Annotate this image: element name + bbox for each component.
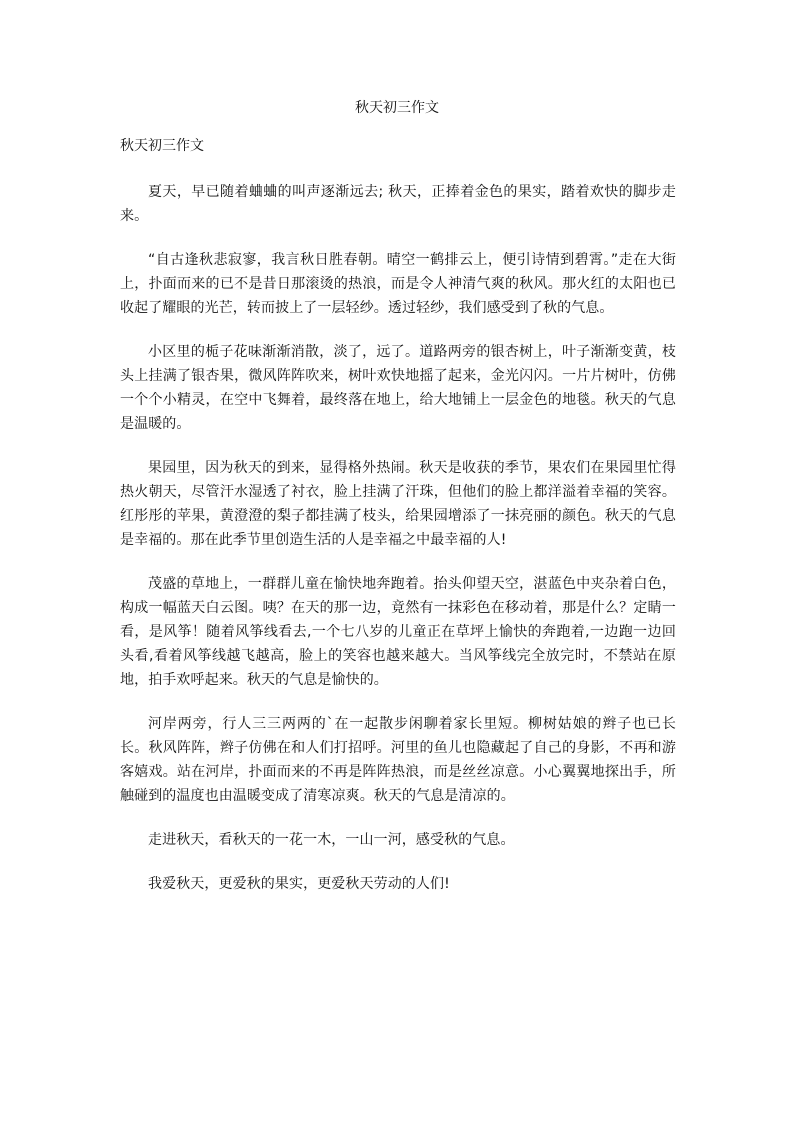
essay-paragraph: “自古逢秋悲寂寥，我言秋日胜春朝。晴空一鹤排云上，便引诗情到碧霄。”走在大街上，扑面而来的已不是昔日那滚烫的热浪，而是令人神清气爽的秋风。那火红的太阳也已收起了耀眼的光芒，转而披上了一层轻纱。透过轻纱，我们感受到了秋的气息。 [120,252,676,316]
essay-body [120,180,676,916]
essay-paragraph: 果园里，因为秋天的到来，显得格外热闹。秋天是收获的季节，果农们在果园里忙得热火朝天，尽管汗水湿透了衬衣，脸上挂满了汗珠，但他们的脸上都洋溢着幸福的笑容。红彤彤的苹果，黄澄澄的梨子都挂满了枝头，给果园增添了一抹亮丽的颜色。秋天的气息是幸福的。那在此季节里创造生活的人是幸福之中最幸福的人! [120,460,676,548]
document-subtitle: 秋天初三作文 [120,138,204,154]
essay-paragraph: 小区里的栀子花味渐渐消散，淡了，远了。道路两旁的银杏树上，叶子渐渐变黄，枝头上挂满了银杏果，微风阵阵吹来，树叶欢快地摇了起来，金光闪闪。一片片树叶，仿佛一个个小精灵，在空中飞舞着，最终落在地上，给大地铺上一层金色的地毯。秋天的气息是温暖的。 [120,344,676,432]
essay-paragraph: 夏天，早已随着蛐蛐的叫声逐渐远去; 秋天，正捧着金色的果实，踏着欢快的脚步走来。 [120,184,676,224]
essay-paragraph: 河岸两旁，行人三三两两的`在一起散步闲聊着家长里短。柳树姑娘的辫子也已长长。秋风阵阵，辫子仿佛在和人们打招呼。河里的鱼儿也隐藏起了自己的身影，不再和游客嬉戏。站在河岸，扑面而来的不再是阵阵热浪，而是丝丝凉意。小心翼翼地探出手，所触碰到的温度也由温暖变成了清寒凉爽。秋天的气息是清凉的。 [120,716,676,804]
essay-paragraph: 茂盛的草地上，一群群儿童在愉快地奔跑着。抬头仰望天空，湛蓝色中夹杂着白色，构成一幅蓝天白云图。咦？在天的那一边，竟然有一抹彩色在移动着，那是什么？定睛一看，是风筝！随着风筝线看去,一个七八岁的儿童正在草坪上愉快的奔跑着,一边跑一边回头看,看着风筝线越飞越高，脸上的笑容也越来越大。当风筝线完全放完时，不禁站在原地，拍手欢呼起来。秋天的气息是愉快的。 [120,576,676,688]
essay-paragraph: 我爱秋天，更爱秋的果实，更爱秋天劳动的人们! [148,876,450,892]
essay-paragraph: 走进秋天，看秋天的一花一木，一山一河，感受秋的气息。 [148,832,515,848]
document-title: 秋天初三作文 [355,100,439,116]
